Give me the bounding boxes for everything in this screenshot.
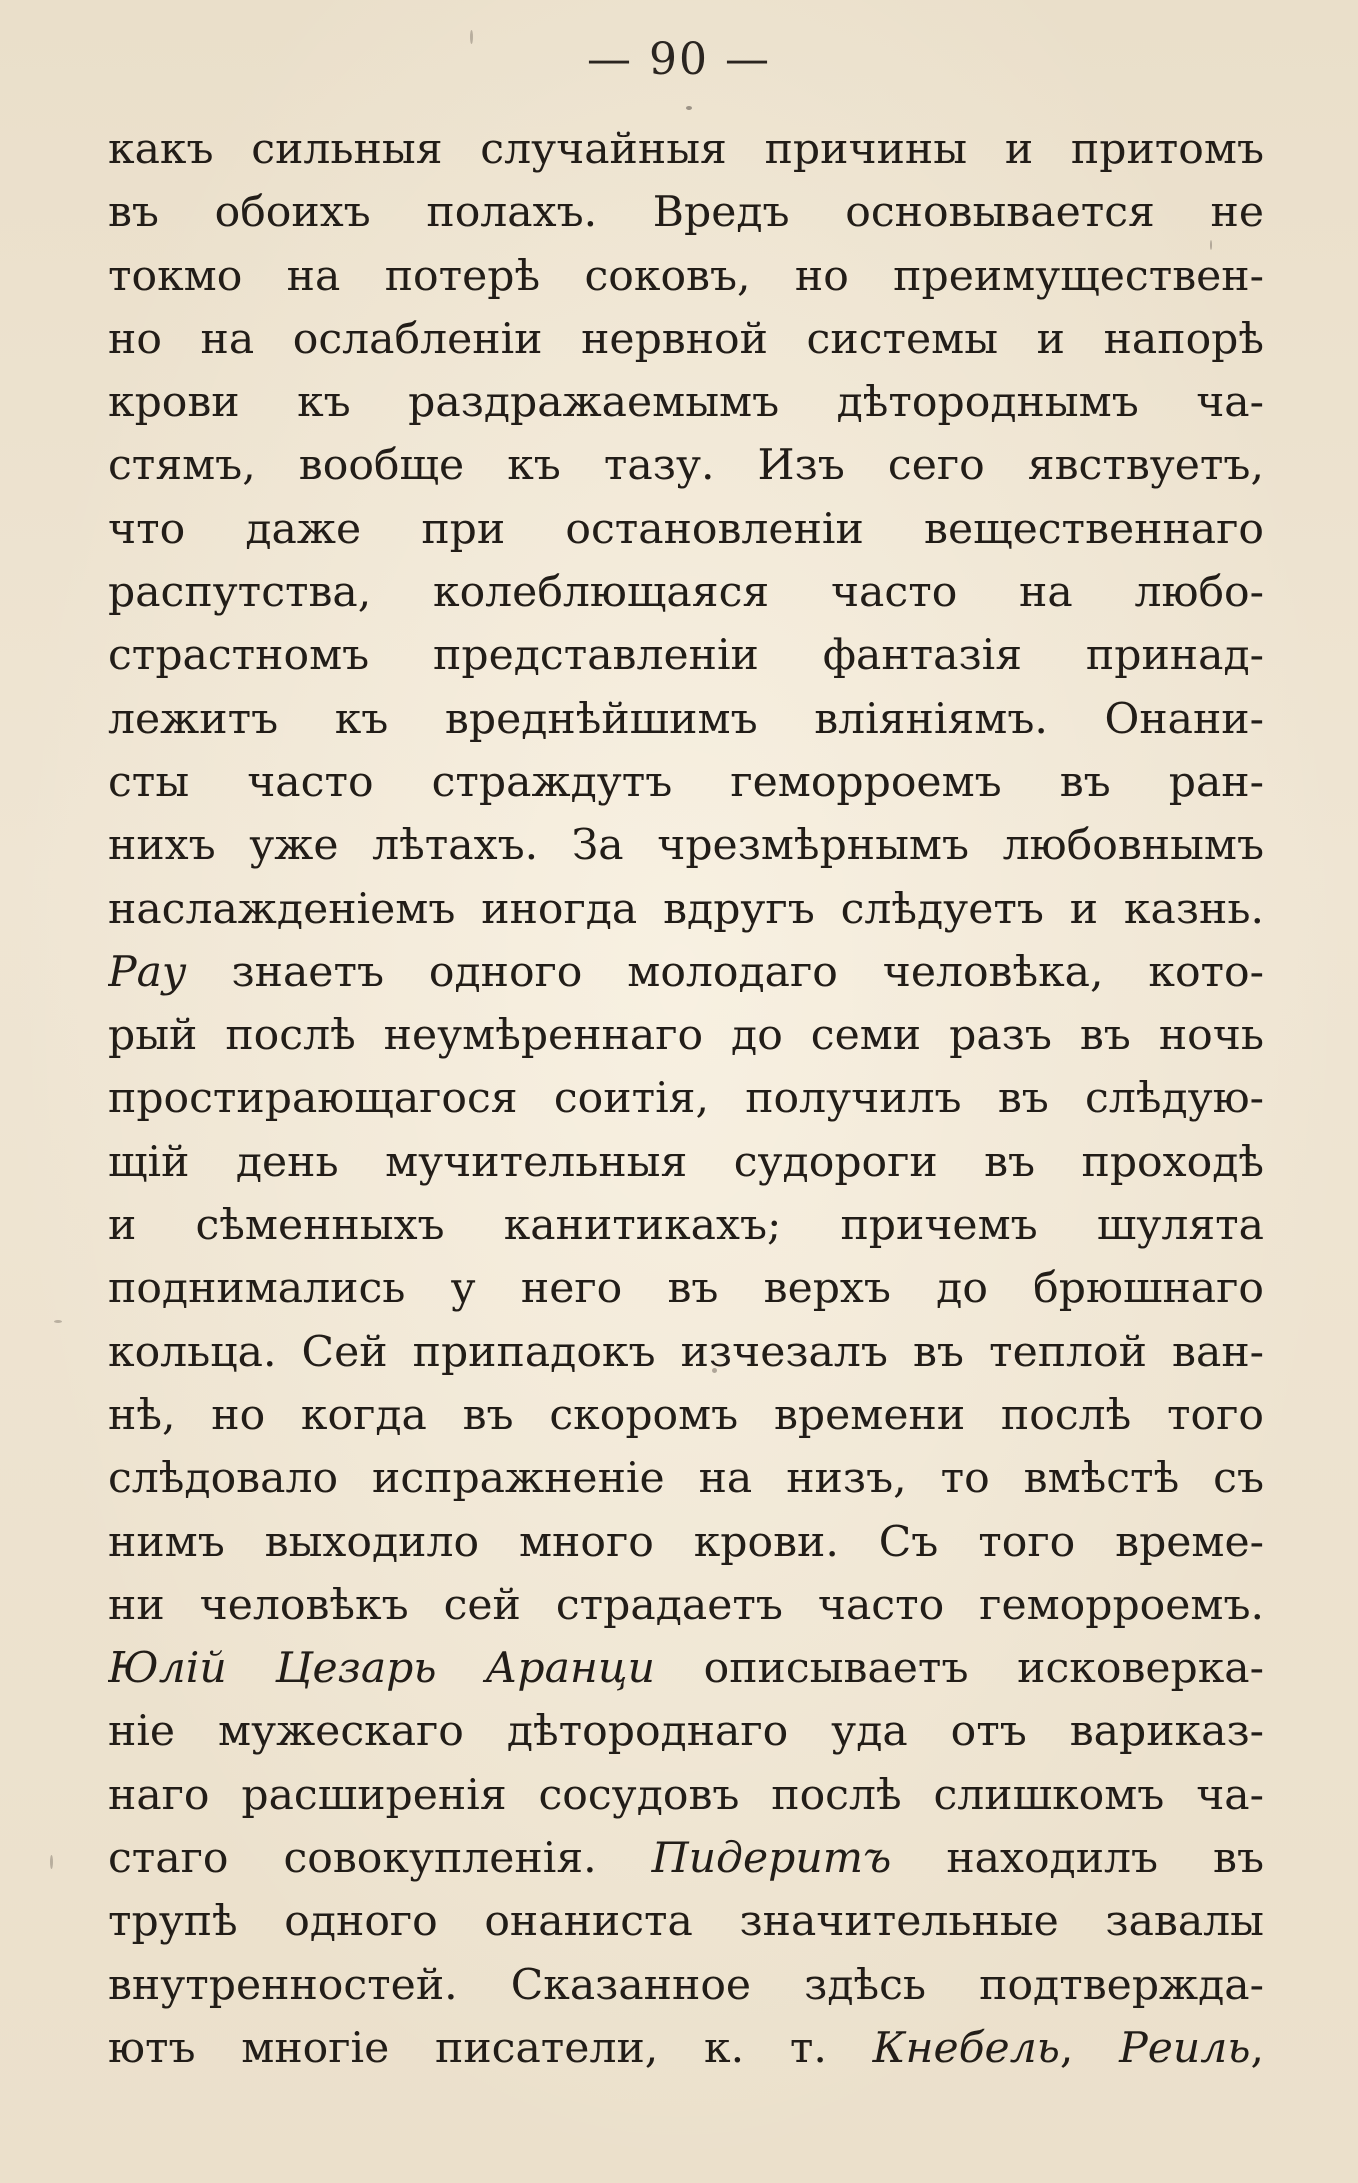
text-segment: наслажденіемъ иногда вдругъ слѣдуетъ и казнь. xyxy=(108,884,1264,934)
text-line xyxy=(108,371,1264,434)
text-line xyxy=(108,1890,1264,1953)
italic-name: Пидеритъ xyxy=(651,1834,892,1884)
text-line xyxy=(108,1321,1264,1384)
text-segment: знаетъ одного молодаго человѣка, кото- xyxy=(186,947,1264,997)
ink-speck xyxy=(686,106,692,110)
text-line xyxy=(108,1447,1264,1510)
ink-speck xyxy=(712,1368,717,1373)
text-segment: стямъ, вообще къ тазу. Изъ сего явствуетъ, xyxy=(108,441,1264,491)
text-line xyxy=(108,308,1264,371)
text-line xyxy=(108,1257,1264,1320)
text-line xyxy=(108,624,1264,687)
text-segment: трупѣ одного онаниста значительные завалы xyxy=(108,1897,1264,1947)
text-segment: щій день мучительныя судороги въ проходѣ xyxy=(108,1137,1264,1187)
italic-name: Кнебель xyxy=(872,2023,1060,2073)
text-segment: рый послѣ неумѣреннаго до семи разъ въ ночь xyxy=(108,1011,1264,1061)
italic-name: Реиль xyxy=(1119,2023,1251,2073)
text-segment: кольца. Сей припадокъ изчезалъ въ теплой ван- xyxy=(108,1327,1264,1377)
text-line xyxy=(108,2017,1264,2080)
text-line xyxy=(108,751,1264,814)
text-segment: но на ослабленіи нервной системы и напорѣ xyxy=(108,314,1264,364)
text-segment: ни человѣкъ сей страдаетъ часто геморроемъ. xyxy=(108,1580,1264,1630)
text-line xyxy=(108,561,1264,624)
text-segment: нимъ выходило много крови. Съ того време- xyxy=(108,1517,1264,1567)
text-segment: поднимались у него въ верхъ до брюшнаго xyxy=(108,1264,1264,1314)
text-line xyxy=(108,181,1264,244)
text-line xyxy=(108,245,1264,308)
text-line xyxy=(108,1131,1264,1194)
text-segment: находилъ въ xyxy=(891,1834,1264,1884)
text-segment: слѣдовало испражненіе на низъ, то вмѣстѣ съ xyxy=(108,1454,1264,1504)
text-line xyxy=(108,118,1264,181)
text-line xyxy=(108,814,1264,877)
italic-name: Рау xyxy=(108,947,187,997)
text-line xyxy=(108,688,1264,751)
text-line xyxy=(108,1004,1264,1067)
ink-speck xyxy=(50,1855,53,1869)
text-line xyxy=(108,1574,1264,1637)
text-segment: распутства, колеблющаяся часто на любо- xyxy=(108,568,1264,618)
text-line xyxy=(108,878,1264,941)
text-segment: , xyxy=(1250,2023,1264,2073)
page-number: — 90 — xyxy=(587,34,771,85)
italic-name: Юлій Цезарь Аранци xyxy=(108,1644,655,1694)
text-segment: стаго совокупленія. xyxy=(108,1834,652,1884)
text-segment: токмо на потерѣ соковъ, но преимуществен- xyxy=(108,251,1264,301)
text-segment: нѣ, но когда въ скоромъ времени послѣ того xyxy=(108,1390,1264,1440)
ink-speck xyxy=(54,1320,62,1323)
text-segment: ніе мужескаго дѣтороднаго уда отъ вариказ- xyxy=(108,1707,1264,1757)
text-line xyxy=(108,1827,1264,1890)
text-segment: что даже при остановленіи вещественнаго xyxy=(108,504,1264,554)
ink-speck xyxy=(1210,240,1212,250)
text-segment: крови къ раздражаемымъ дѣтороднымъ ча- xyxy=(108,378,1264,428)
text-segment: нихъ уже лѣтахъ. За чрезмѣрнымъ любовнымъ xyxy=(108,821,1264,871)
text-segment: наго расширенія сосудовъ послѣ слишкомъ ча- xyxy=(108,1770,1264,1820)
ink-speck xyxy=(470,30,473,44)
text-line xyxy=(108,434,1264,497)
text-segment: ютъ многіе писатели, к. т. xyxy=(108,2023,873,2073)
text-segment: какъ сильныя случайныя причины и притомъ xyxy=(108,125,1264,174)
body-text xyxy=(108,118,1264,2080)
text-line xyxy=(108,1511,1264,1574)
text-segment: сты часто страждутъ геморроемъ въ ран- xyxy=(108,757,1264,807)
text-line xyxy=(108,1764,1264,1827)
text-segment: и сѣменныхъ канитикахъ; причемъ шулята xyxy=(108,1201,1264,1251)
text-segment: , xyxy=(1059,2023,1120,2073)
text-line xyxy=(108,1067,1264,1130)
text-line xyxy=(108,1384,1264,1447)
text-line xyxy=(108,941,1264,1004)
text-line xyxy=(108,1637,1264,1700)
text-line xyxy=(108,1194,1264,1257)
text-segment: описываетъ исковерка- xyxy=(654,1644,1264,1694)
text-segment: внутренностей. Сказанное здѣсь подтвержда- xyxy=(108,1960,1264,2010)
text-line xyxy=(108,498,1264,561)
text-segment: лежитъ къ вреднѣйшимъ вліяніямъ. Онани- xyxy=(108,694,1264,744)
text-line xyxy=(108,1700,1264,1763)
text-line xyxy=(108,1954,1264,2017)
text-segment: въ обоихъ полахъ. Вредъ основывается не xyxy=(108,188,1264,238)
text-segment: простирающагося соитія, получилъ въ слѣдую- xyxy=(108,1074,1264,1124)
text-segment: страстномъ представленіи фантазія принад- xyxy=(108,631,1264,681)
